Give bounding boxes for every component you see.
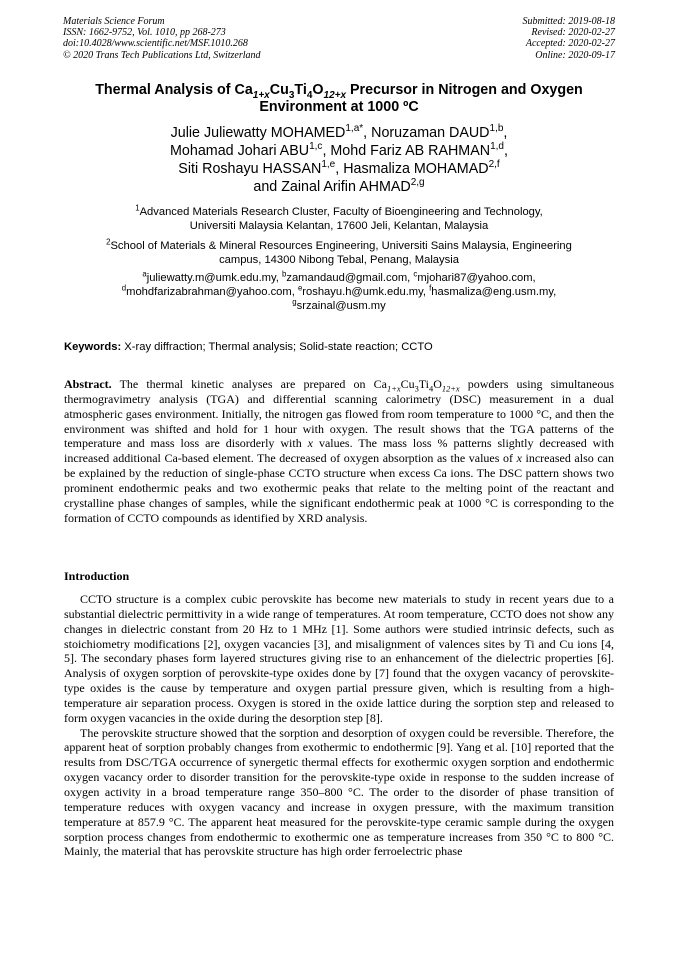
author-sup: 1,b	[489, 123, 504, 135]
email-sup: c	[413, 269, 418, 279]
abstract-text: Ti	[418, 377, 430, 391]
accepted-date: Accepted: 2020-02-27	[525, 38, 615, 50]
issn-line: ISSN: 1662-9752, Vol. 1010, pp 268-273	[63, 27, 226, 39]
author-name: Mohamad Johari ABU	[170, 143, 310, 159]
title-sub: 12+x	[323, 89, 347, 101]
title-sub: 1+x	[252, 89, 270, 101]
introduction-paragraph: The perovskite structure showed that the sorption and desorption of oxygen could be reversible. Therefore, the apparent heat of sorption probably changes from exothermic to endothermic [9]. Yang et al. [10] reported that the results from DSC/TGA occurrence of synergetic thermal effects for exothermic oxygen sorption and endothermic oxygen vacancy order to disorder transition for the perovskite-type oxide in response to the sudden increase of oxygen activity in a broad temperature range 350–800 °C. The order to the disorder of phase transition of temperature reduces with oxygen vacancy and increase in oxygen pressure, with the maximum transition temperature at 857.9 °C. The apparent heat measured for the perovskite-type ceramic sample during the oxygen sorption process changes from endothermic to exothermic one as temperature increases from 350 °C to 800 °C. Mainly, the material that has perovskite structure has high order ferroelectric phase	[64, 725, 614, 859]
introduction-heading: Introduction	[64, 569, 130, 583]
keywords	[64, 340, 616, 354]
affiliation-1	[60, 205, 618, 234]
affiliation-line: Universiti Malaysia Kelantan, 17600 Jeli, Kelantan, Malaysia	[189, 220, 489, 233]
email-sup: g	[292, 296, 297, 306]
email-sup: b	[282, 269, 287, 279]
paper-title	[60, 82, 618, 116]
email-sup: f	[429, 283, 432, 293]
email-address: juliewatty.m@umk.edu.my	[146, 272, 276, 284]
author-list: Julie Juliewatty $MOHAMED^{1,a*}$, Noruzaman DAUD$^{1,b}$, Mohamad Johari ABU$^{1,c}$, Mohd Fariz AB RAHMAN$^{1,d}$, Siti Roshayu HASSAN$^{1,e}$, Hasmaliza MOHAMAD$^{2,f}$ and Zainal Arifin AHMAD$^{2,g}$	[170, 123, 508, 195]
journal-name: Materials Science Forum	[63, 16, 165, 27]
author-sup: 2,f	[488, 159, 500, 171]
email-sup: a	[142, 269, 147, 279]
journal-header-left	[63, 16, 261, 61]
author-name: and Zainal Arifin AHMAD	[253, 179, 411, 195]
abstract-sub: 12+x	[441, 384, 460, 394]
doi-line: doi:10.4028/www.scientific.net/MSF.1010.268	[63, 38, 248, 50]
abstract-label: Abstract.	[64, 377, 112, 391]
introduction-body	[64, 592, 614, 859]
title-text: Ti	[294, 82, 307, 98]
email-sup: e	[297, 283, 303, 293]
title-sub: 4	[306, 89, 313, 101]
copyright-line: © 2020 Trans Tech Publications Ltd, Switzerland	[63, 49, 261, 61]
author-name: Siti Roshayu HASSAN	[178, 161, 322, 177]
email-list: $^a$juliewatty.m@umk.edu.my, $^b$zamandaud@gmail.com, $^c$mjohari87@yahoo.com, $^d$mohdfarizabrahman@yahoo.com, $^e$roshayu.h@umk.edu.my, $^f$hasmaliza@eng.usm.my, $^g$srzainal@usm.my	[121, 269, 557, 312]
abstract-text: The thermal kinetic analyses are prepared on Ca	[111, 377, 387, 391]
title-text: Cu	[269, 82, 289, 98]
affiliation-sup: 2	[106, 237, 111, 247]
author-sup: 2,g	[410, 177, 425, 189]
author-sup: 1,c	[309, 141, 323, 153]
introduction-paragraph: CCTO structure is a complex cubic perovskite has become new materials to study in recent years due to a substantial dielectric permittivity in a wide range of temperatures. At room temperature, CCTO does not show any changes in dielectric constant from 20 Hz to 1 MHz [1]. Some authors were studied intrinsic defects, such as stoichiometry modifications [2], oxygen vacancies [3], and misalignment of valences sites by Ti and Cu ions [4, 5]. The secondary phases form layered structures giving rise to an enhancement of the dielectric properties [6]. Analysis of oxygen sorption of perovskite-type oxides done by [7] found that the oxygen vacancy of perovskite-type oxides is the cause by temperature and oxygen partial pressure given, which is resulting from a high-temperature air separation process. Oxygen is stored in the oxide lattice during the sorption step and released to form oxygen vacancies in the oxide during the desorption step [8].	[64, 592, 614, 725]
title-sub: 3	[288, 89, 295, 101]
abstract-text: O	[433, 377, 442, 391]
abstract-text: Cu	[400, 377, 415, 391]
abstract-sub: 1+x	[387, 384, 401, 394]
online-date: Online: 2020-09-17	[535, 49, 615, 61]
journal-header-right	[523, 16, 616, 61]
author-sup: 1,d	[490, 141, 504, 153]
revised-date: Revised: 2020-02-27	[531, 27, 615, 39]
author-sup: 1,a*	[345, 123, 364, 135]
keywords-text: X-ray diffraction; Thermal analysis; Solid-state reaction; CCTO	[121, 341, 433, 353]
affiliation-sup: 1	[135, 203, 140, 213]
abstract-text: values. The mass loss % patterns slightly decreased with increased additional Ca-based element. The decreased of oxygen absorption as the values of	[64, 436, 615, 466]
email-address: mjohari87@yahoo.com	[417, 272, 533, 284]
abstract-text: powders using simultaneous thermogravimetry analysis (TGA) and differential scanning calorimetry (DSC) measurement in a dual atmospheric gases environment. Initially, the nitrogen gas flowed from room temperature to 1000 °C, and then the environment was shifted and hold for 1 hour with oxygen. The result shows that the TGA patterns of the temperature and mass loss are disorderly with	[64, 377, 614, 451]
email-address: zamandaud@gmail.com	[286, 272, 408, 284]
affiliation-line: School of Materials & Mineral Resources Engineering, Universiti Sains Malaysia, Engineering	[110, 240, 572, 252]
email-sup: d	[121, 283, 127, 293]
abstract-text: increased also can be explained by the reduction of single-phase CCTO structure when excess Ca ions. The DSC pattern shows two prominent endothermic peaks and two exothermic peaks that relate to the melting point of the reactant and crystalline phase changes of samples, while the significant endothermic peak at 1000 °C is corresponding to the formation of CCTO compounds as identified by XRD analysis.	[64, 451, 614, 525]
email-address: roshayu.h@umk.edu.my	[302, 285, 423, 298]
author-name: Julie Juliewatty MOHAMED	[170, 125, 346, 141]
title-text: Precursor in Nitrogen and Oxygen	[346, 82, 583, 98]
abstract-var: x	[307, 436, 313, 451]
author-name: Mohd Fariz AB RAHMAN	[330, 143, 491, 159]
author-name: Hasmaliza MOHAMAD	[343, 161, 489, 177]
affiliation-line: campus, 14300 Nibong Tebal, Penang, Malaysia	[219, 254, 459, 267]
keywords-label: Keywords:	[64, 341, 122, 353]
affiliation-2	[60, 239, 618, 268]
abstract-var: x	[516, 451, 522, 466]
abstract	[64, 377, 614, 525]
email-address: hasmaliza@eng.usm.my	[431, 285, 554, 298]
title-text: O	[312, 82, 324, 98]
affiliation-line: Advanced Materials Research Cluster, Faculty of Bioengineering and Technology,	[139, 206, 543, 218]
submitted-date: Submitted: 2019-08-18	[522, 16, 615, 27]
abstract-sub: 3	[414, 384, 419, 394]
author-name: Noruzaman DAUD	[371, 125, 490, 141]
author-sup: 1,e	[321, 159, 336, 171]
title-line2: Environment at 1000 ºC	[259, 99, 419, 115]
abstract-sub: 4	[429, 384, 434, 394]
title-text: Thermal Analysis of Ca	[95, 82, 253, 98]
email-address: mohdfarizabrahman@yahoo.com	[126, 285, 292, 298]
email-address: srzainal@usm.my	[296, 299, 386, 312]
